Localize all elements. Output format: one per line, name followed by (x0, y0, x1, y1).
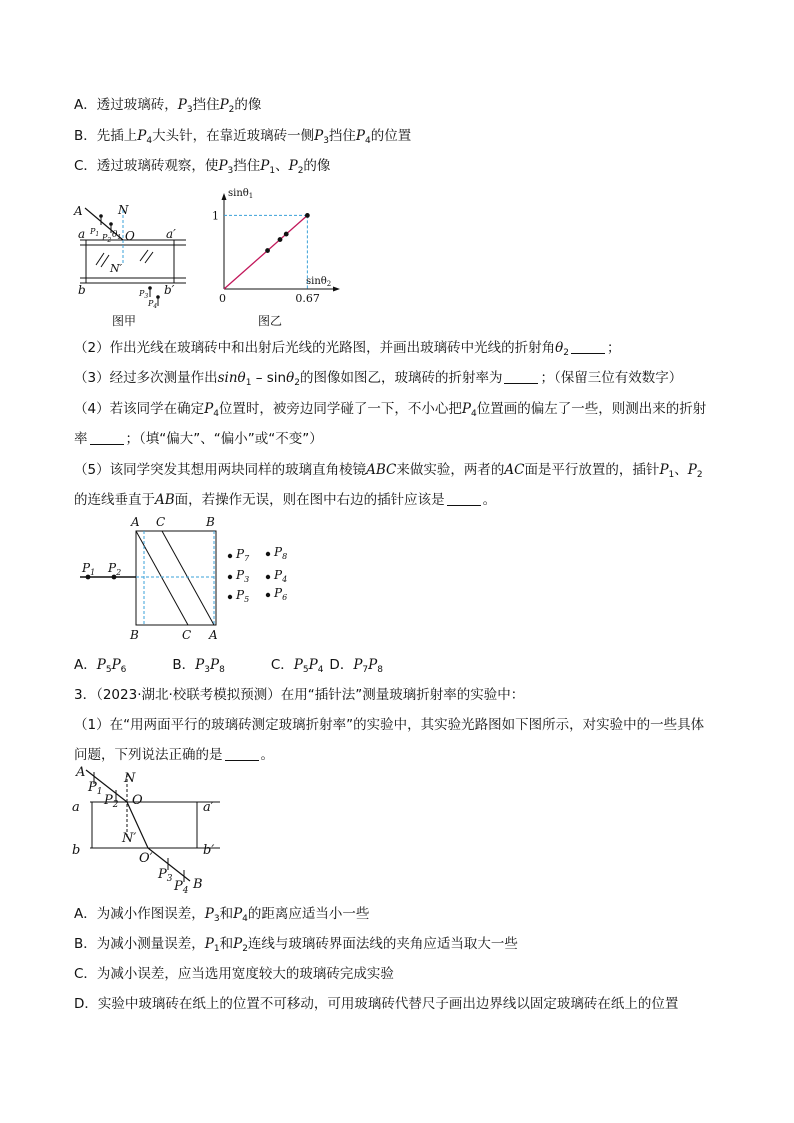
label-p4: $P_4$ (148, 299, 158, 310)
label-O-prime: O′ (139, 851, 153, 866)
label-p2: $P_2$ (102, 233, 112, 244)
q3-option-a[interactable]: A．为减小作图误差，$P_3$和$P_4$的距离应适当小一些 (74, 906, 370, 924)
label-a-prime: a′ (166, 227, 176, 241)
x-axis-arrow (333, 287, 340, 292)
label-N: N (124, 771, 136, 786)
answer-blank[interactable] (225, 748, 259, 761)
label-p1: $P_1$ (90, 227, 100, 238)
q5-option-c[interactable]: C．$P_5P_4$ (270, 657, 324, 675)
label-a: a (78, 227, 86, 241)
label-p2: $P_2$ (104, 793, 119, 810)
q3-option-c[interactable]: C．为减小误差，应当选用宽度较大的玻璃砖完成实验 (74, 966, 394, 982)
label-p6: $P_6$ (274, 586, 288, 602)
y-tick-label: 1 (212, 209, 219, 223)
x-tick-label: 0.67 (295, 292, 320, 305)
data-point-4 (305, 213, 310, 218)
caption-jia: 图甲 (112, 314, 137, 328)
label-N-prime: N′ (122, 831, 137, 846)
q3-title: 3．（2023·湖北·校联考模拟预测）在用“插针法”测量玻璃折射率的实验中： (74, 687, 525, 703)
label-p7: $P_7$ (236, 547, 250, 563)
label-N: N (118, 203, 129, 217)
label-p3: $P_3$ (139, 289, 149, 300)
label-p2: $P_2$ (108, 561, 122, 577)
q3-part1-line2: 问题，下列说法正确的是 。 (74, 747, 274, 763)
label-p4: $P_4$ (274, 568, 288, 584)
label-B: B (193, 877, 203, 892)
option-b-q2: B．先插上$P_4$大头针，在靠近玻璃砖一侧$P_3$挡住$P_4$的位置 (74, 128, 412, 146)
figure-jia (68, 195, 198, 330)
q3-option-b[interactable]: B．为减小测量误差，$P_1$和$P_2$连线与玻璃砖界面法线的夹角应适当取大一些 (74, 936, 518, 954)
label-b-prime: b′ (203, 843, 215, 858)
figure-q3 (72, 762, 232, 897)
pin-p6 (266, 593, 270, 597)
q5-option-d[interactable]: D．$P_7P_8$ (329, 657, 383, 675)
figure-prisms (74, 512, 314, 647)
answer-blank[interactable] (90, 432, 124, 445)
y-axis-label: sinθ$_1$ (228, 188, 254, 200)
data-point-3 (284, 232, 289, 237)
answer-blank[interactable] (504, 371, 538, 384)
label-A: A (74, 204, 83, 218)
label-A-bottom: A (209, 628, 218, 642)
label-a-prime: a′ (203, 800, 214, 815)
label-A: A (76, 765, 86, 780)
label-a: a (72, 800, 80, 815)
q2-part4-line1: （4）若该同学在确定$P_4$位置时，被旁边同学碰了一下，不小心把$P_4$位置画的偏左了一些，则测出来的折射 (74, 401, 707, 419)
label-b: b (78, 283, 86, 297)
q2-part5-line2: 的连线垂直于AB面，若操作无误，则在图中右边的插针应该是 。 (74, 492, 497, 508)
label-theta1: $\theta_1$ (112, 230, 122, 241)
q3-option-d[interactable]: D．实验中玻璃砖在纸上的位置不可移动，可用玻璃砖代替尺子画出边界线以固定玻璃砖在纸上的位置 (74, 996, 679, 1012)
fit-line (224, 215, 307, 289)
pin-p3 (228, 575, 232, 579)
caption-yi: 图乙 (258, 314, 283, 328)
figure-yi-chart (210, 185, 350, 330)
q2-part2: （2）作出光线在玻璃砖中和出射后光线的光路图，并画出玻璃砖中光线的折射角$\theta_2$ ； (74, 340, 621, 358)
label-p3: $P_3$ (158, 867, 173, 884)
data-point-2 (278, 237, 283, 242)
pin-p8 (266, 552, 270, 556)
option-c-q2: C．透过玻璃砖观察，使$P_3$挡住$P_1$、$P_2$的像 (74, 158, 331, 176)
pin-p7 (228, 554, 232, 558)
label-O: O (132, 793, 143, 808)
q5-options (74, 656, 383, 679)
label-b: b (72, 843, 81, 858)
label-O: O (125, 229, 135, 243)
label-N-prime: N′ (110, 262, 123, 275)
answer-blank[interactable] (571, 341, 605, 354)
label-A-top: A (131, 515, 140, 529)
pin-p5 (228, 595, 232, 599)
answer-blank[interactable] (447, 493, 481, 506)
q2-part5-line1: （5）该同学突发其想用两块同样的玻璃直角棱镜ABC来做实验，两者的AC面是平行放置的，插针$P_1$、$P_2$ (74, 462, 703, 480)
prism-outline (136, 531, 216, 625)
origin-label: 0 (219, 292, 226, 305)
y-axis-arrow (222, 193, 227, 200)
q2-part3: （3）经过多次测量作出sinθ$_1$ – sinθ$_2$的图像如图乙，玻璃砖的折射率为 ；（保留三位有效数字） (74, 370, 683, 388)
label-p1: $P_1$ (88, 780, 103, 797)
label-C-bottom: C (182, 628, 192, 642)
data-point-1 (265, 248, 270, 253)
q5-option-a[interactable]: A．$P_5P_6$ (74, 657, 127, 675)
prism-ac-right (162, 531, 214, 625)
label-b-prime: b′ (164, 283, 175, 297)
q2-part4-line2: 率 ；（填“偏大”、“偏小”或“不变”） (74, 431, 323, 447)
label-p4: $P_4$ (174, 879, 189, 896)
label-B-top: B (206, 515, 215, 529)
label-B-bottom: B (130, 628, 139, 642)
label-C-top: C (156, 515, 166, 529)
label-p3: $P_3$ (236, 568, 250, 584)
label-p8: $P_8$ (274, 545, 288, 561)
x-axis-label: sinθ$_2$ (306, 276, 332, 288)
label-p1: $P_1$ (82, 561, 96, 577)
q5-option-b[interactable]: B．$P_3P_8$ (172, 657, 225, 675)
pin-p4 (266, 575, 270, 579)
option-a-q2: A．透过玻璃砖，$P_3$挡住$P_2$的像 (74, 97, 262, 115)
q3-part1-line1: （1）在“用两面平行的玻璃砖测定玻璃折射率”的实验中，其实验光路图如下图所示，对实验中的一些具体 (74, 717, 705, 733)
label-p5: $P_5$ (236, 588, 250, 604)
